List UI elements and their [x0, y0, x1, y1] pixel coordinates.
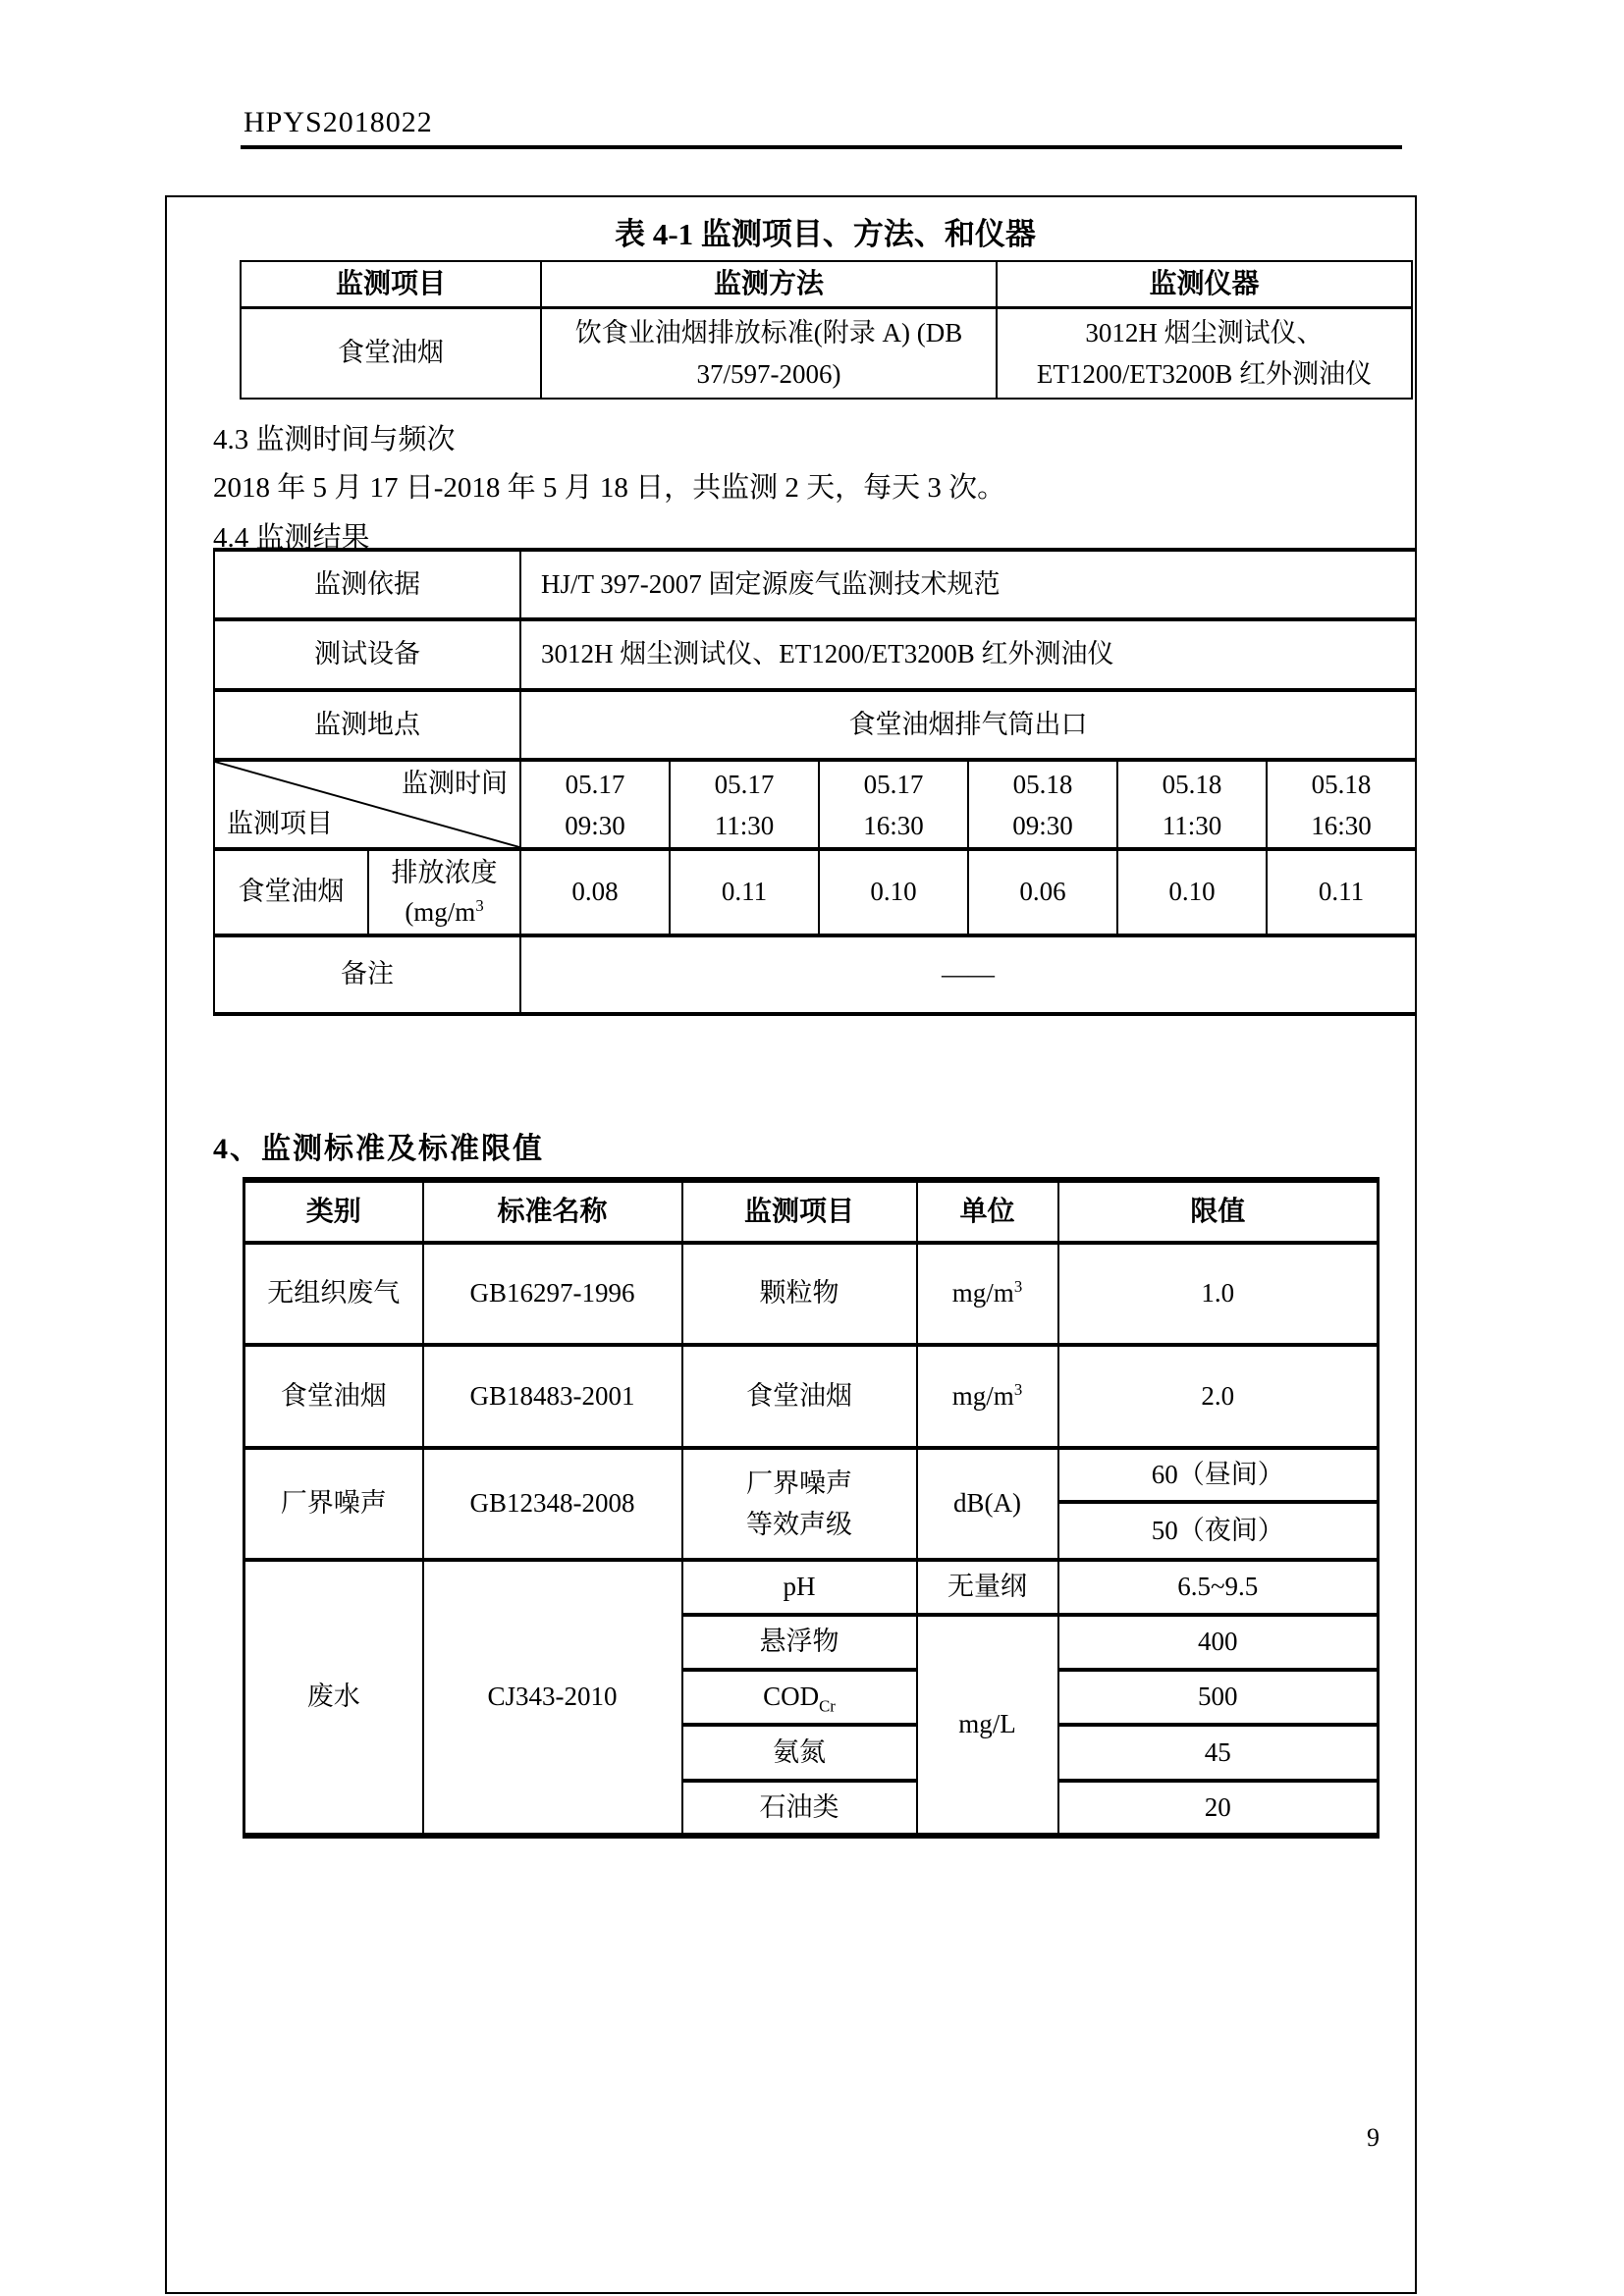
value-cell: 0.06 [968, 849, 1117, 935]
basis-label: 监测依据 [214, 550, 520, 619]
instrument-line2: ET1200/ET3200B 红外测油仪 [1036, 358, 1373, 389]
unit-sup: 3 [1013, 1277, 1023, 1297]
table3-header-row [244, 1180, 1379, 1243]
standard-cell: GB18483-2001 [423, 1345, 682, 1448]
unit-base: mg/m [951, 1380, 1014, 1411]
col-limit: 限值 [1058, 1180, 1379, 1243]
item-cell [682, 1670, 917, 1725]
noise-item-line2: 等效声级 [746, 1510, 852, 1539]
limit-cell: 400 [1058, 1615, 1379, 1670]
value-cell: 0.08 [520, 849, 670, 935]
table1-col-method: 监测方法 [541, 261, 997, 307]
value-cell: 0.11 [670, 849, 819, 935]
monitoring-result-table [213, 548, 1417, 1016]
time-col [1117, 760, 1267, 849]
time-clock: 09:30 [565, 810, 625, 840]
diagonal-label-item: 监测项目 [227, 809, 333, 839]
time-date: 05.18 [1311, 769, 1372, 799]
unit-cell: dB(A) [917, 1448, 1058, 1560]
basis-value: HJ/T 397-2007 固定源废气监测技术规范 [520, 550, 1416, 619]
unit-cell: 无量纲 [917, 1560, 1058, 1615]
value-cell: 0.11 [1267, 849, 1416, 935]
unit-cell [917, 1345, 1058, 1448]
limit-cell: 500 [1058, 1670, 1379, 1725]
item-cell [682, 1448, 917, 1560]
col-unit: 单位 [917, 1180, 1058, 1243]
time-date: 05.17 [714, 769, 775, 799]
section-4-3-heading: 4.3 监测时间与频次 [213, 424, 456, 455]
param-sup: 3 [475, 896, 484, 915]
time-header-row [214, 760, 1416, 849]
device-row [214, 619, 1416, 690]
param-line2 [369, 892, 519, 932]
table1-data-row [241, 307, 1412, 399]
unit-base: mg/m [951, 1278, 1014, 1308]
method-line1: 饮食业油烟排放标准(附录 A) (DB [574, 317, 963, 347]
content-box [165, 195, 1417, 2294]
location-value: 食堂油烟排气筒出口 [520, 690, 1416, 760]
concentration-row [214, 849, 1416, 935]
item-cell: pH [682, 1560, 917, 1615]
limit-day-cell: 60（昼间） [1058, 1448, 1379, 1502]
time-col [520, 760, 670, 849]
param-line1: 排放浓度 [391, 858, 498, 887]
param-cell [368, 849, 520, 935]
standard-cell: GB12348-2008 [423, 1448, 682, 1560]
time-date: 05.17 [863, 769, 924, 799]
limit-cell: 20 [1058, 1781, 1379, 1836]
item-cell: 石油类 [682, 1781, 917, 1836]
time-clock: 16:30 [863, 810, 924, 840]
item-cell: 食堂油烟 [682, 1345, 917, 1448]
limit-cell: 6.5~9.5 [1058, 1560, 1379, 1615]
cod-base: COD [763, 1682, 820, 1712]
standard-cell: CJ343-2010 [423, 1560, 682, 1836]
monitoring-method-table [240, 260, 1413, 400]
section-4-heading: 4、监测标准及标准限值 [213, 1133, 544, 1165]
diagonal-header-cell [214, 760, 520, 849]
note-value: —— [520, 935, 1416, 1014]
category-cell: 废水 [244, 1560, 423, 1836]
fugitive-gas-row [244, 1243, 1379, 1345]
category-cell: 无组织废气 [244, 1243, 423, 1345]
cod-sub: Cr [819, 1696, 836, 1716]
time-clock: 11:30 [714, 810, 775, 840]
table1-item-cell: 食堂油烟 [241, 307, 541, 399]
limit-cell: 1.0 [1058, 1243, 1379, 1345]
col-standard: 标准名称 [423, 1180, 682, 1243]
time-date: 05.17 [565, 769, 625, 799]
time-date: 05.18 [1012, 769, 1073, 799]
section-4-3-body: 2018 年 5 月 17 日-2018 年 5 月 18 日，共监测 2 天，每天 3 次。 [213, 472, 1006, 504]
time-clock: 16:30 [1311, 810, 1372, 840]
unit-sup: 3 [1013, 1379, 1023, 1399]
limit-cell: 2.0 [1058, 1345, 1379, 1448]
time-clock: 09:30 [1012, 810, 1073, 840]
time-clock: 11:30 [1162, 810, 1222, 840]
device-label: 测试设备 [214, 619, 520, 690]
value-cell: 0.10 [819, 849, 968, 935]
instrument-line1: 3012H 烟尘测试仪、 [1085, 317, 1324, 347]
basis-row [214, 550, 1416, 619]
time-col [819, 760, 968, 849]
wastewater-ph-row [244, 1560, 1379, 1615]
table1-instrument-cell [997, 307, 1412, 399]
limit-night-cell: 50（夜间） [1058, 1502, 1379, 1560]
table1-header-row [241, 261, 1412, 307]
method-line2: 37/597-2006) [696, 358, 841, 389]
limit-cell: 45 [1058, 1725, 1379, 1781]
table1-method-cell [541, 307, 997, 399]
item-cell: 食堂油烟 [214, 849, 368, 935]
page-number: 9 [1367, 2123, 1380, 2152]
device-value: 3012H 烟尘测试仪、ET1200/ET3200B 红外测油仪 [520, 619, 1416, 690]
location-label: 监测地点 [214, 690, 520, 760]
standard-cell: GB16297-1996 [423, 1243, 682, 1345]
unit-cell [917, 1243, 1058, 1345]
diagonal-label-time: 监测时间 [402, 769, 508, 798]
table1-title: 表 4-1 监测项目、方法、和仪器 [615, 217, 1036, 251]
item-cell: 悬浮物 [682, 1615, 917, 1670]
time-col [670, 760, 819, 849]
noise-item-line1: 厂界噪声 [746, 1468, 852, 1498]
note-row [214, 935, 1416, 1014]
section-4-4-heading: 4.4 监测结果 [213, 522, 370, 554]
standards-limits-table [243, 1177, 1380, 1839]
value-cell: 0.10 [1117, 849, 1267, 935]
param-unit: (mg/m [405, 897, 476, 927]
time-col [1267, 760, 1416, 849]
item-cell: 颗粒物 [682, 1243, 917, 1345]
header-rule [241, 145, 1402, 149]
col-category: 类别 [244, 1180, 423, 1243]
table1-col-instrument: 监测仪器 [997, 261, 1412, 307]
item-cell: 氨氮 [682, 1725, 917, 1781]
unit-cell: mg/L [917, 1615, 1058, 1836]
header-code: HPYS2018022 [244, 106, 433, 138]
category-cell: 厂界噪声 [244, 1448, 423, 1560]
col-item: 监测项目 [682, 1180, 917, 1243]
category-cell: 食堂油烟 [244, 1345, 423, 1448]
time-col [968, 760, 1117, 849]
boundary-noise-row-day [244, 1448, 1379, 1502]
location-row [214, 690, 1416, 760]
time-date: 05.18 [1162, 769, 1222, 799]
canteen-fume-row [244, 1345, 1379, 1448]
table1-col-item: 监测项目 [241, 261, 541, 307]
note-label: 备注 [214, 935, 520, 1014]
